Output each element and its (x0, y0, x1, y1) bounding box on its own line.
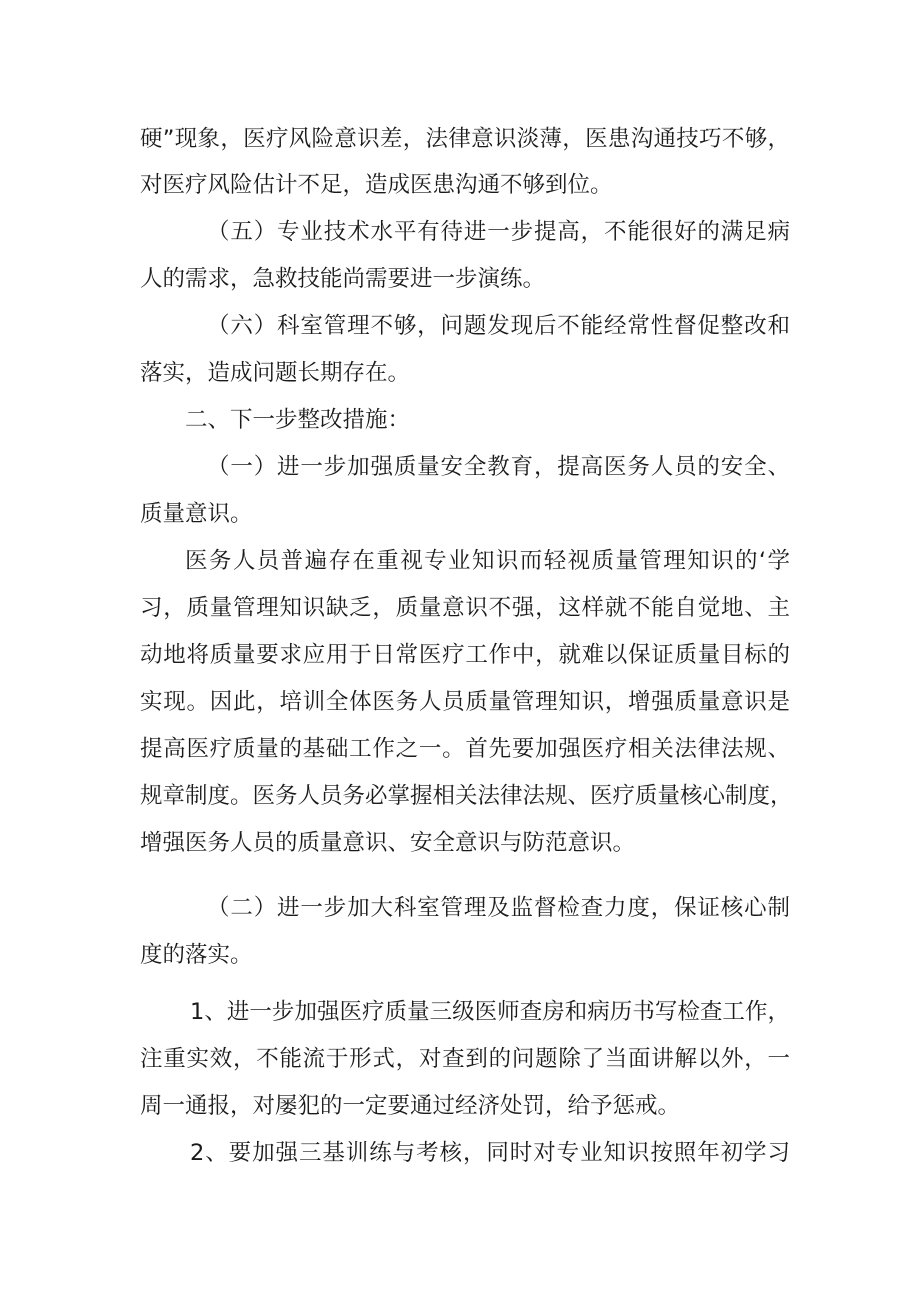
body-line: 落实，造成问题长期存在。 (140, 360, 411, 386)
body-line: 动地将质量要求应用于日常医疗工作中，就难以保证质量目标的 (140, 642, 790, 668)
body-line: 实现。因此，培训全体医务人员质量管理知识，增强质量意识是 (140, 689, 790, 715)
list-item: 2、要加强三基训练与考核，同时对专业知识按照年初学习 (190, 1140, 790, 1166)
list-item: 1、进一步加强医疗质量三级医师查房和病历书写检查工作， (190, 999, 790, 1025)
body-line: 注重实效，不能流于形式，对查到的问题除了当面讲解以外，一 (140, 1046, 790, 1072)
section-heading: 二、下一步整改措施： (185, 407, 411, 433)
body-line: 医务人员普遍存在重视专业知识而轻视质量管理知识的‘学 (185, 548, 790, 574)
body-line: 硬”现象，医疗风险意识差，法律意识淡薄，医患沟通技巧不够， (140, 126, 790, 152)
body-line: 规章制度。医务人员务必掌握相关法律法规、医疗质量核心制度， (140, 783, 793, 809)
body-line: 提高医疗质量的基础工作之一。首先要加强医疗相关法律法规、 (140, 736, 790, 762)
body-line: 质量意识。 (140, 501, 253, 527)
body-line: 周一通报，对屡犯的一定要通过经济处罚，给予惩戒。 (140, 1093, 681, 1119)
body-line: 增强医务人员的质量意识、安全意识与防范意识。 (140, 830, 636, 856)
body-line: 度的落实。 (140, 942, 253, 968)
body-line: 人的需求，急救技能尚需要进一步演练。 (140, 266, 546, 292)
section-heading: （六）科室管理不够，问题发现后不能经常性督促整改和 (207, 313, 790, 339)
body-line: 习，质量管理知识缺乏，质量意识不强，这样就不能自觉地、主 (140, 595, 790, 621)
section-heading: （二）进一步加大科室管理及监督检查力度，保证核心制 (207, 895, 790, 921)
body-line: 对医疗风险估计不足，造成医患沟通不够到位。 (140, 172, 613, 198)
section-heading: （五）专业技术水平有待进一步提高，不能很好的满足病 (207, 219, 790, 245)
section-heading: （一）进一步加强质量安全教育，提高医务人员的安全、 (207, 454, 790, 480)
